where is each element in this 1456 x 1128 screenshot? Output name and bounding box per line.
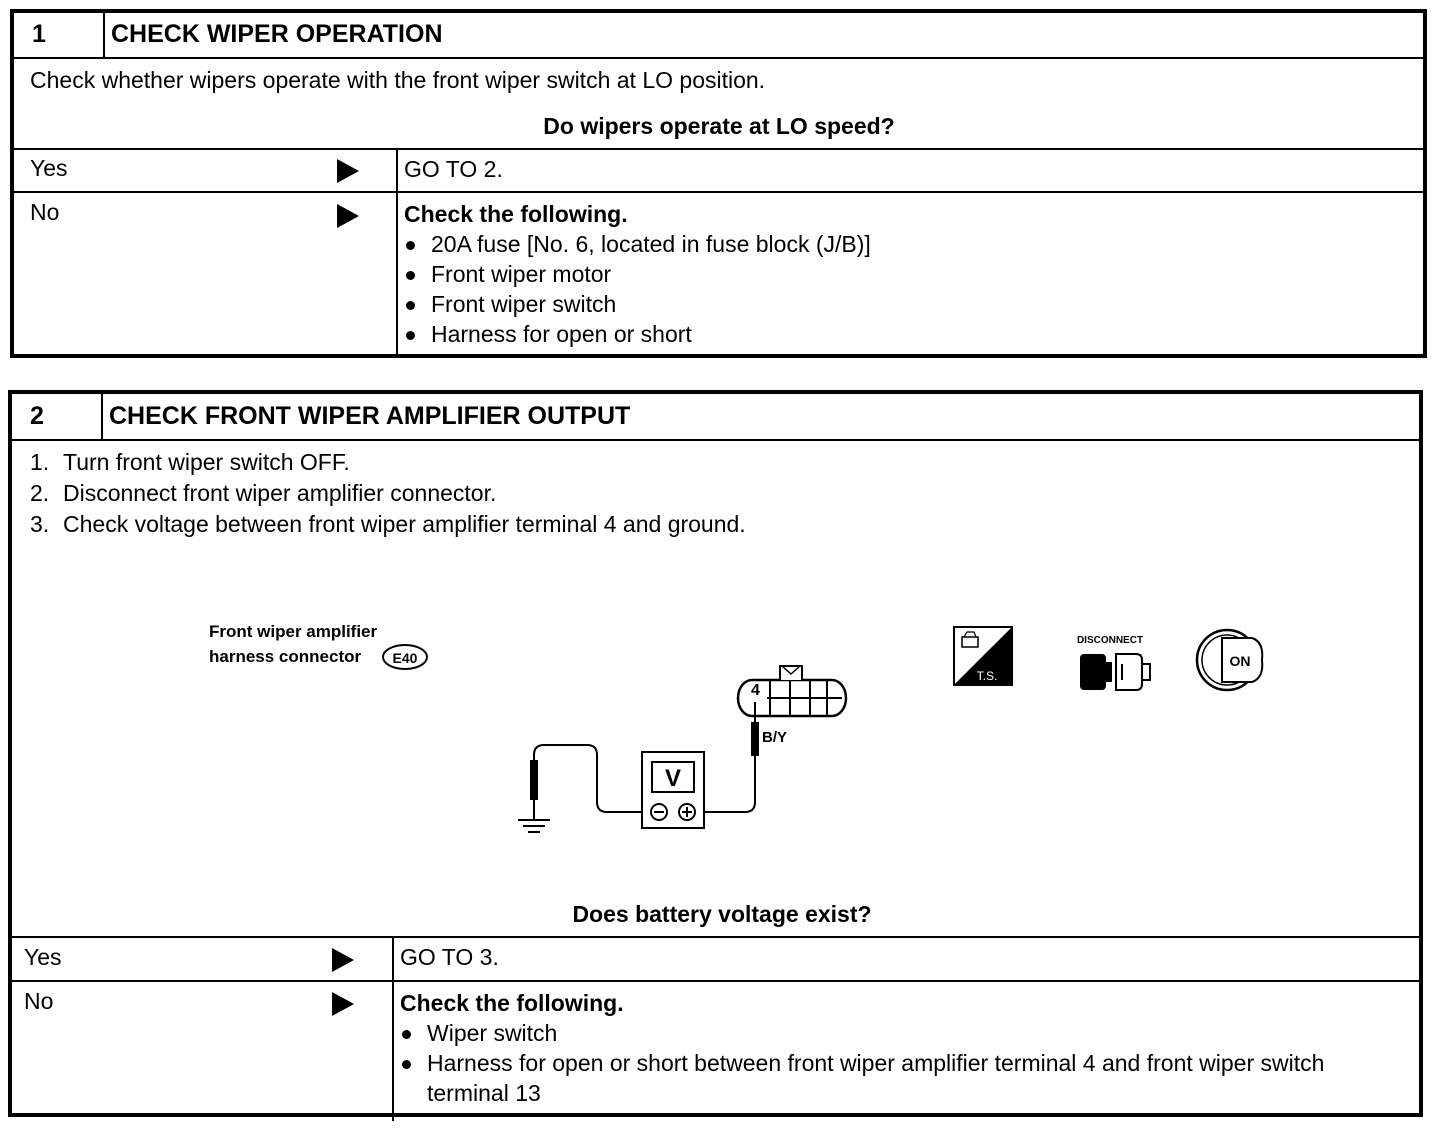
step2-no-result-title: Check the following.: [400, 990, 624, 1016]
connector-label-line1: Front wiper amplifier: [209, 622, 378, 641]
negative-lead: [534, 745, 653, 812]
procedure-step: 3. Check voltage between front wiper amplifier terminal 4 and ground.: [30, 511, 746, 537]
ground-icon: [518, 800, 550, 832]
step2-yes-label: Yes: [24, 944, 62, 970]
disconnect-label: DISCONNECT: [1076, 635, 1144, 646]
step2-box: [8, 390, 1423, 1117]
step2-procedure: [30, 447, 746, 540]
step2-yes-arrow-icon: [332, 948, 354, 972]
list-item: 20A fuse [No. 6, located in fuse block (J/B)]: [404, 229, 871, 259]
voltage-check-diagram: [12, 602, 1420, 902]
step1-header-rule: [14, 57, 1423, 59]
step1-no-result-title: Check the following.: [404, 201, 628, 227]
step1-answer-divider: [396, 148, 398, 358]
step1-yes-label: Yes: [30, 155, 68, 181]
step1-question: Do wipers operate at LO speed?: [543, 113, 895, 139]
step2-header-rule: [12, 439, 1419, 441]
list-item: Harness for open or short between front wiper amplifier terminal 4 and front wiper switch terminal 13: [400, 1048, 1387, 1108]
step2-number: 2: [30, 402, 44, 430]
list-item: Wiper switch: [400, 1018, 1400, 1048]
step2-header-divider: [101, 394, 103, 440]
connector-code: E40: [392, 650, 418, 666]
step1-box: [10, 9, 1427, 358]
list-item: Front wiper motor: [404, 259, 871, 289]
list-item: Front wiper switch: [404, 289, 871, 319]
step2-no-label: No: [24, 988, 54, 1014]
step1-no-label: No: [30, 199, 60, 225]
step1-question-rule: [14, 148, 1423, 150]
step2-yes-rule: [12, 980, 1419, 982]
step1-yes-result: GO TO 2.: [404, 156, 503, 182]
step1-no-arrow-icon: [337, 204, 359, 228]
step1-no-checklist: [404, 229, 871, 349]
ts-label: T.S.: [976, 669, 998, 683]
step2-yes-result: GO TO 3.: [400, 944, 499, 970]
disconnect-icon: [1080, 654, 1150, 690]
step1-header-divider: [103, 13, 105, 57]
step1-title: CHECK WIPER OPERATION: [111, 20, 443, 48]
positive-lead: [700, 756, 755, 812]
step2-no-arrow-icon: [332, 992, 354, 1016]
step2-question: Does battery voltage exist?: [572, 901, 872, 927]
step1-yes-rule: [14, 191, 1423, 193]
voltmeter-letter: V: [664, 765, 682, 792]
step1-number: 1: [32, 20, 46, 48]
step2-answer-divider: [392, 936, 394, 1121]
step1-yes-arrow-icon: [337, 159, 359, 183]
terminal-number: 4: [751, 682, 760, 699]
step2-question-rule: [12, 936, 1419, 938]
step2-no-checklist: [400, 1018, 1400, 1108]
list-item: Harness for open or short: [404, 319, 871, 349]
positive-probe: [751, 722, 759, 756]
wire-color: B/Y: [762, 729, 788, 746]
procedure-step: 2. Disconnect front wiper amplifier connector.: [30, 480, 497, 506]
procedure-step: 1. Turn front wiper switch OFF.: [30, 449, 350, 475]
ignition-label: ON: [1229, 653, 1251, 669]
negative-probe: [530, 760, 538, 800]
connector-label-line2: harness connector: [209, 647, 362, 666]
step2-title: CHECK FRONT WIPER AMPLIFIER OUTPUT: [109, 402, 631, 430]
step1-instruction: Check whether wipers operate with the front wiper switch at LO position.: [30, 67, 766, 93]
